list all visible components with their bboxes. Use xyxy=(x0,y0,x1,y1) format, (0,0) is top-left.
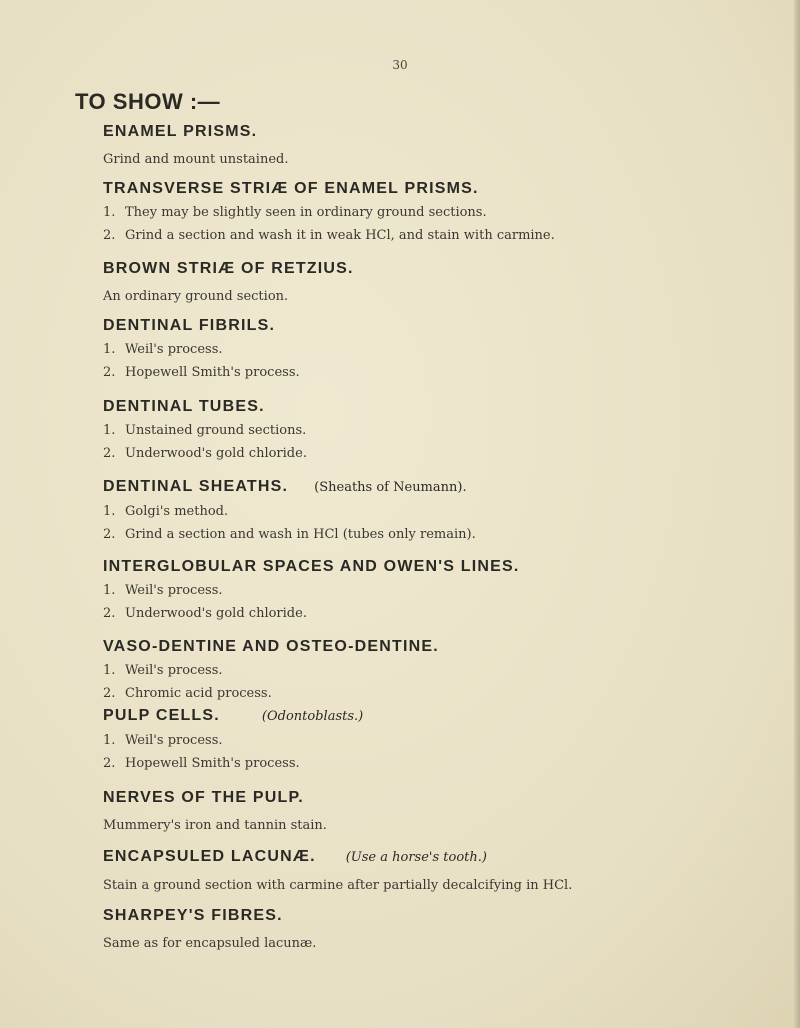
item-number: 2. xyxy=(103,606,116,621)
page-number: 30 xyxy=(392,58,408,72)
list-item xyxy=(103,755,783,773)
item-number: 1. xyxy=(103,583,116,598)
section-enamel-prisms xyxy=(103,122,783,169)
list-item xyxy=(103,445,783,463)
item-text: Golgi's method. xyxy=(125,504,229,519)
section-text: Stain a ground section with carmine after partially decalcifying in HCl. xyxy=(103,878,573,893)
item-text: Chromic acid process. xyxy=(125,686,272,701)
section-heading-row xyxy=(103,847,783,868)
item-text: Weil's process. xyxy=(125,583,223,598)
section-dentinal-sheaths xyxy=(103,477,783,544)
item-number: 1. xyxy=(103,205,116,220)
section-interglobular-spaces xyxy=(103,557,783,623)
item-number: 1. xyxy=(103,504,116,519)
section-heading: PULP CELLS. xyxy=(103,707,220,724)
section-heading: VASO-DENTINE AND OSTEO-DENTINE. xyxy=(103,638,439,655)
item-number: 2. xyxy=(103,228,116,243)
section-heading-row xyxy=(103,706,783,727)
section-dentinal-tubes xyxy=(103,397,783,463)
item-text: Underwood's gold chloride. xyxy=(125,606,307,621)
list-item xyxy=(103,732,783,750)
page-edge-shadow xyxy=(794,0,800,1028)
item-number: 2. xyxy=(103,686,116,701)
item-number: 1. xyxy=(103,342,116,357)
section-nerves-of-pulp xyxy=(103,788,783,835)
item-text: Grind a section and wash it in weak HCl, and stain with carmine. xyxy=(125,228,555,243)
item-text: Grind a section and wash in HCl (tubes only remain). xyxy=(125,527,476,542)
list-item xyxy=(103,422,783,440)
item-text: Weil's process. xyxy=(125,733,223,748)
section-text: An ordinary ground section. xyxy=(103,289,289,304)
section-note: (Odontoblasts.) xyxy=(261,709,364,724)
section-note: (Use a horse's tooth.) xyxy=(345,850,487,865)
list-item xyxy=(103,204,783,222)
section-vaso-dentine xyxy=(103,637,783,703)
item-text: Hopewell Smith's process. xyxy=(125,365,300,380)
section-note: (Sheaths of Neumann). xyxy=(314,480,467,495)
item-text: Weil's process. xyxy=(125,342,223,357)
section-dentinal-fibrils xyxy=(103,316,783,382)
list-item xyxy=(103,364,783,382)
section-encapsuled-lacunae xyxy=(103,847,783,895)
item-text: Hopewell Smith's process. xyxy=(125,756,300,771)
item-text: Unstained ground sections. xyxy=(125,423,307,438)
section-sharpeys-fibres xyxy=(103,906,783,953)
list-item xyxy=(103,605,783,623)
section-heading: TRANSVERSE STRIÆ OF ENAMEL PRISMS. xyxy=(103,180,479,197)
section-pulp-cells xyxy=(103,706,783,773)
item-text: Underwood's gold chloride. xyxy=(125,446,307,461)
list-item xyxy=(103,582,783,600)
list-item xyxy=(103,662,783,680)
item-number: 2. xyxy=(103,446,116,461)
page-title: TO SHOW :— xyxy=(75,89,221,114)
section-heading: ENCAPSULED LACUNÆ. xyxy=(103,848,316,865)
item-number: 2. xyxy=(103,365,116,380)
item-text: They may be slightly seen in ordinary ground sections. xyxy=(125,205,487,220)
item-number: 1. xyxy=(103,663,116,678)
list-item xyxy=(103,685,783,703)
list-item xyxy=(103,526,783,544)
section-heading: SHARPEY'S FIBRES. xyxy=(103,907,283,924)
section-brown-striae xyxy=(103,259,783,306)
section-heading: DENTINAL SHEATHS. xyxy=(103,478,289,495)
section-heading: INTERGLOBULAR SPACES AND OWEN'S LINES. xyxy=(103,558,520,575)
section-heading: ENAMEL PRISMS. xyxy=(103,123,258,140)
item-number: 2. xyxy=(103,756,116,771)
section-heading-row xyxy=(103,477,783,498)
list-item xyxy=(103,227,783,245)
item-text: Weil's process. xyxy=(125,663,223,678)
section-heading: DENTINAL TUBES. xyxy=(103,398,265,415)
section-heading: BROWN STRIÆ OF RETZIUS. xyxy=(103,260,354,277)
section-heading: DENTINAL FIBRILS. xyxy=(103,317,276,334)
section-text: Same as for encapsuled lacunæ. xyxy=(103,936,317,951)
list-item xyxy=(103,341,783,359)
section-transverse-striae xyxy=(103,179,783,245)
item-number: 1. xyxy=(103,423,116,438)
section-text: Mummery's iron and tannin stain. xyxy=(103,818,327,833)
section-text: Grind and mount unstained. xyxy=(103,152,289,167)
item-number: 1. xyxy=(103,733,116,748)
list-item xyxy=(103,503,783,521)
section-heading: NERVES OF THE PULP. xyxy=(103,789,304,806)
item-number: 2. xyxy=(103,527,116,542)
